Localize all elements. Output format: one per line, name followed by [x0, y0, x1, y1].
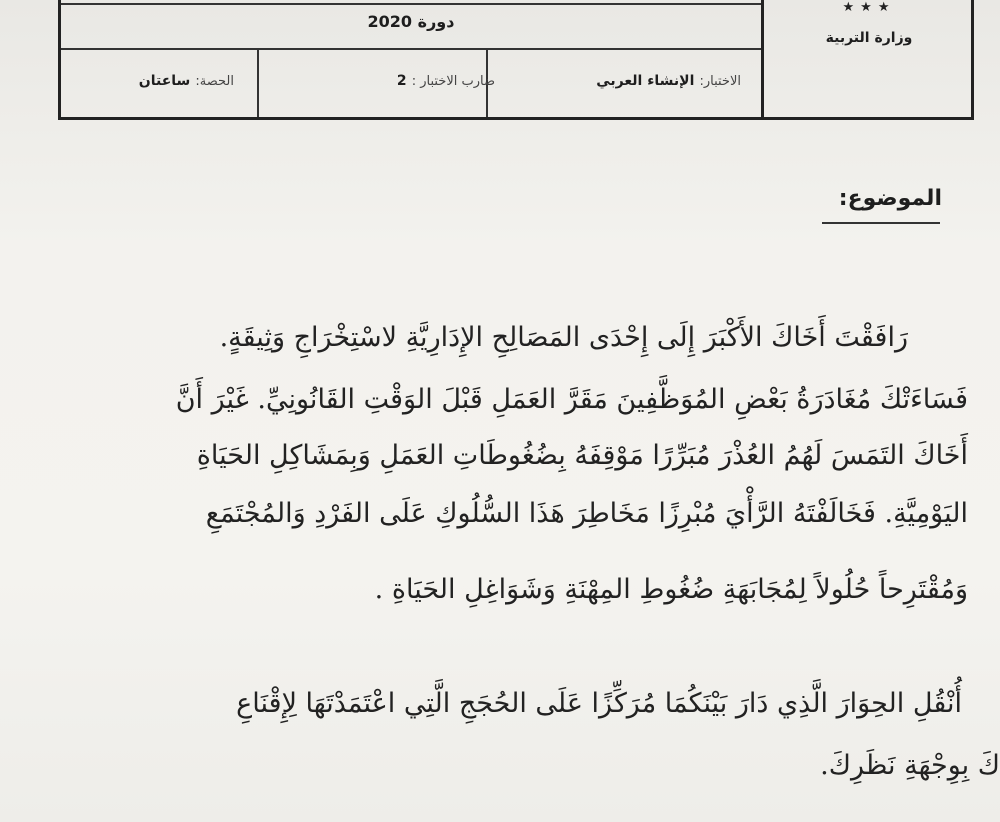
- exam-subject: [596, 70, 741, 89]
- exam-duration: [139, 70, 234, 89]
- paragraph-line: فَسَاءَتْكَ مُغَادَرَةُ بَعْضِ المُوَظَّفِينَ مَقَرَّ العَمَلِ قَبْلَ الوَقْتِ القَانُونِيِّ. غَيْرَ أَنَّ: [175, 384, 968, 415]
- header-cell-divider: [257, 50, 259, 117]
- ministry-emblem: [761, 0, 977, 120]
- ministry-name: وزارة التربية: [825, 30, 913, 46]
- task-line: أُنْقُلِ الحِوَارَ الَّذِي دَارَ بَيْنَكُمَا مُرَكِّزًا عَلَى الحُجَجِ الَّتِي اعْتَمَدْتَهَا لِإِقْنَاعِ: [236, 688, 962, 719]
- task-line: كَ بِوِجْهَةِ نَظَرِكَ.: [820, 750, 1000, 781]
- exam-coefficient-value: 2: [396, 73, 407, 89]
- heading-underline: [822, 222, 940, 224]
- exam-subject-value: الإنشاء العربي: [596, 73, 695, 89]
- exam-session: دورة 2020: [367, 12, 455, 31]
- exam-duration-label: الحصة:: [195, 74, 234, 89]
- header-row-divider: [61, 48, 761, 50]
- exam-subject-label: الاختبار:: [699, 74, 741, 89]
- exam-header-table: [58, 0, 974, 120]
- paragraph-line: رَافَقْتَ أَخَاكَ الأَكْبَرَ إِلَى إِحْدَى المَصَالِحِ الإِدَارِيَّةِ لاسْتِخْرَاجِ وَثِيقَةٍ.: [219, 322, 908, 353]
- exam-coefficient: [397, 70, 495, 89]
- topic-heading: الموضوع:: [838, 186, 942, 211]
- paragraph-line: أَخَاكَ التَمَسَ لَهُمُ العُذْرَ مُبَرِّرًا مَوْقِفَهُ بِضُغُوطَاتِ العَمَلِ وَبِمَشَاكِلِ الحَيَاةِ: [196, 440, 968, 471]
- exam-coefficient-label: ضارب الاختبار :: [411, 74, 495, 89]
- stars-icon: ★★★: [842, 0, 896, 15]
- header-top-rule: [61, 3, 761, 5]
- paragraph-line: اليَوْمِيَّةِ. فَخَالَفْتَهُ الرَّأْيَ مُبْرِزًا مَخَاطِرَ هَذَا السُّلُوكِ عَلَى الفَرْدِ وَالمُجْتَمَعِ: [205, 498, 968, 529]
- paragraph-line: وَمُقْتَرِحاً حُلُولاً لِمُجَابَهَةِ ضُغُوطِ المِهْنَةِ وَشَوَاغِلِ الحَيَاةِ .: [374, 574, 968, 605]
- exam-duration-value: ساعتان: [138, 73, 191, 89]
